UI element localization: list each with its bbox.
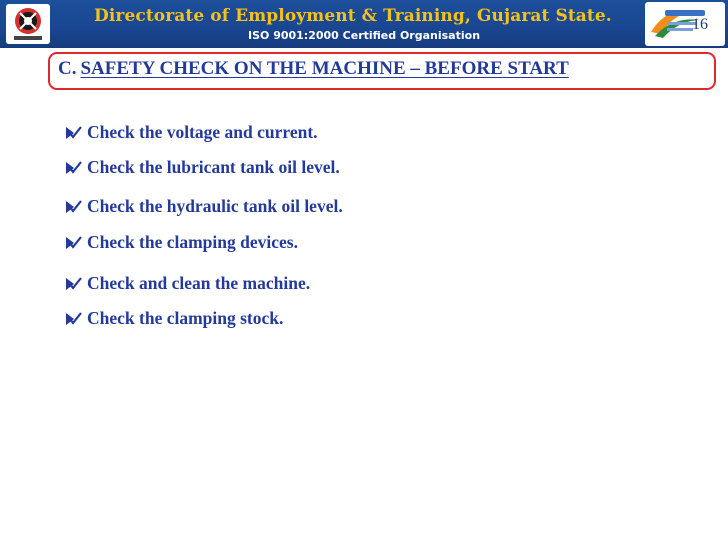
list-item-text: Check and clean the machine. (87, 273, 311, 293)
section-title (58, 58, 569, 80)
checkmark-arrow-icon (64, 275, 84, 293)
list-item-text: Check the voltage and current. (87, 122, 318, 142)
list-item (64, 122, 318, 143)
header-banner (0, 0, 728, 48)
vibrant-gujarat-logo-icon (645, 2, 725, 46)
section-prefix: C. (58, 58, 77, 79)
list-item (64, 273, 310, 294)
header-subtitle: ISO 9001:2000 Certified Organisation (248, 29, 481, 42)
header-title: Directorate of Employment & Training, Gujarat State. (94, 6, 612, 26)
slide-number: 16 (692, 16, 708, 33)
emblem-logo-icon (6, 4, 50, 44)
list-item (64, 196, 343, 217)
list-item (64, 157, 340, 178)
checkmark-arrow-icon (64, 234, 84, 252)
list-item-text: Check the clamping devices. (87, 232, 298, 252)
checkmark-arrow-icon (64, 198, 84, 216)
checkmark-arrow-icon (64, 124, 84, 142)
checkmark-arrow-icon (64, 310, 84, 328)
list-item (64, 308, 283, 329)
list-item (64, 232, 298, 253)
section-title-text: SAFETY CHECK ON THE MACHINE – BEFORE START (80, 58, 569, 79)
list-item-text: Check the lubricant tank oil level. (87, 157, 340, 177)
checkmark-arrow-icon (64, 159, 84, 177)
list-item-text: Check the clamping stock. (87, 308, 284, 328)
list-item-text: Check the hydraulic tank oil level. (87, 196, 343, 216)
